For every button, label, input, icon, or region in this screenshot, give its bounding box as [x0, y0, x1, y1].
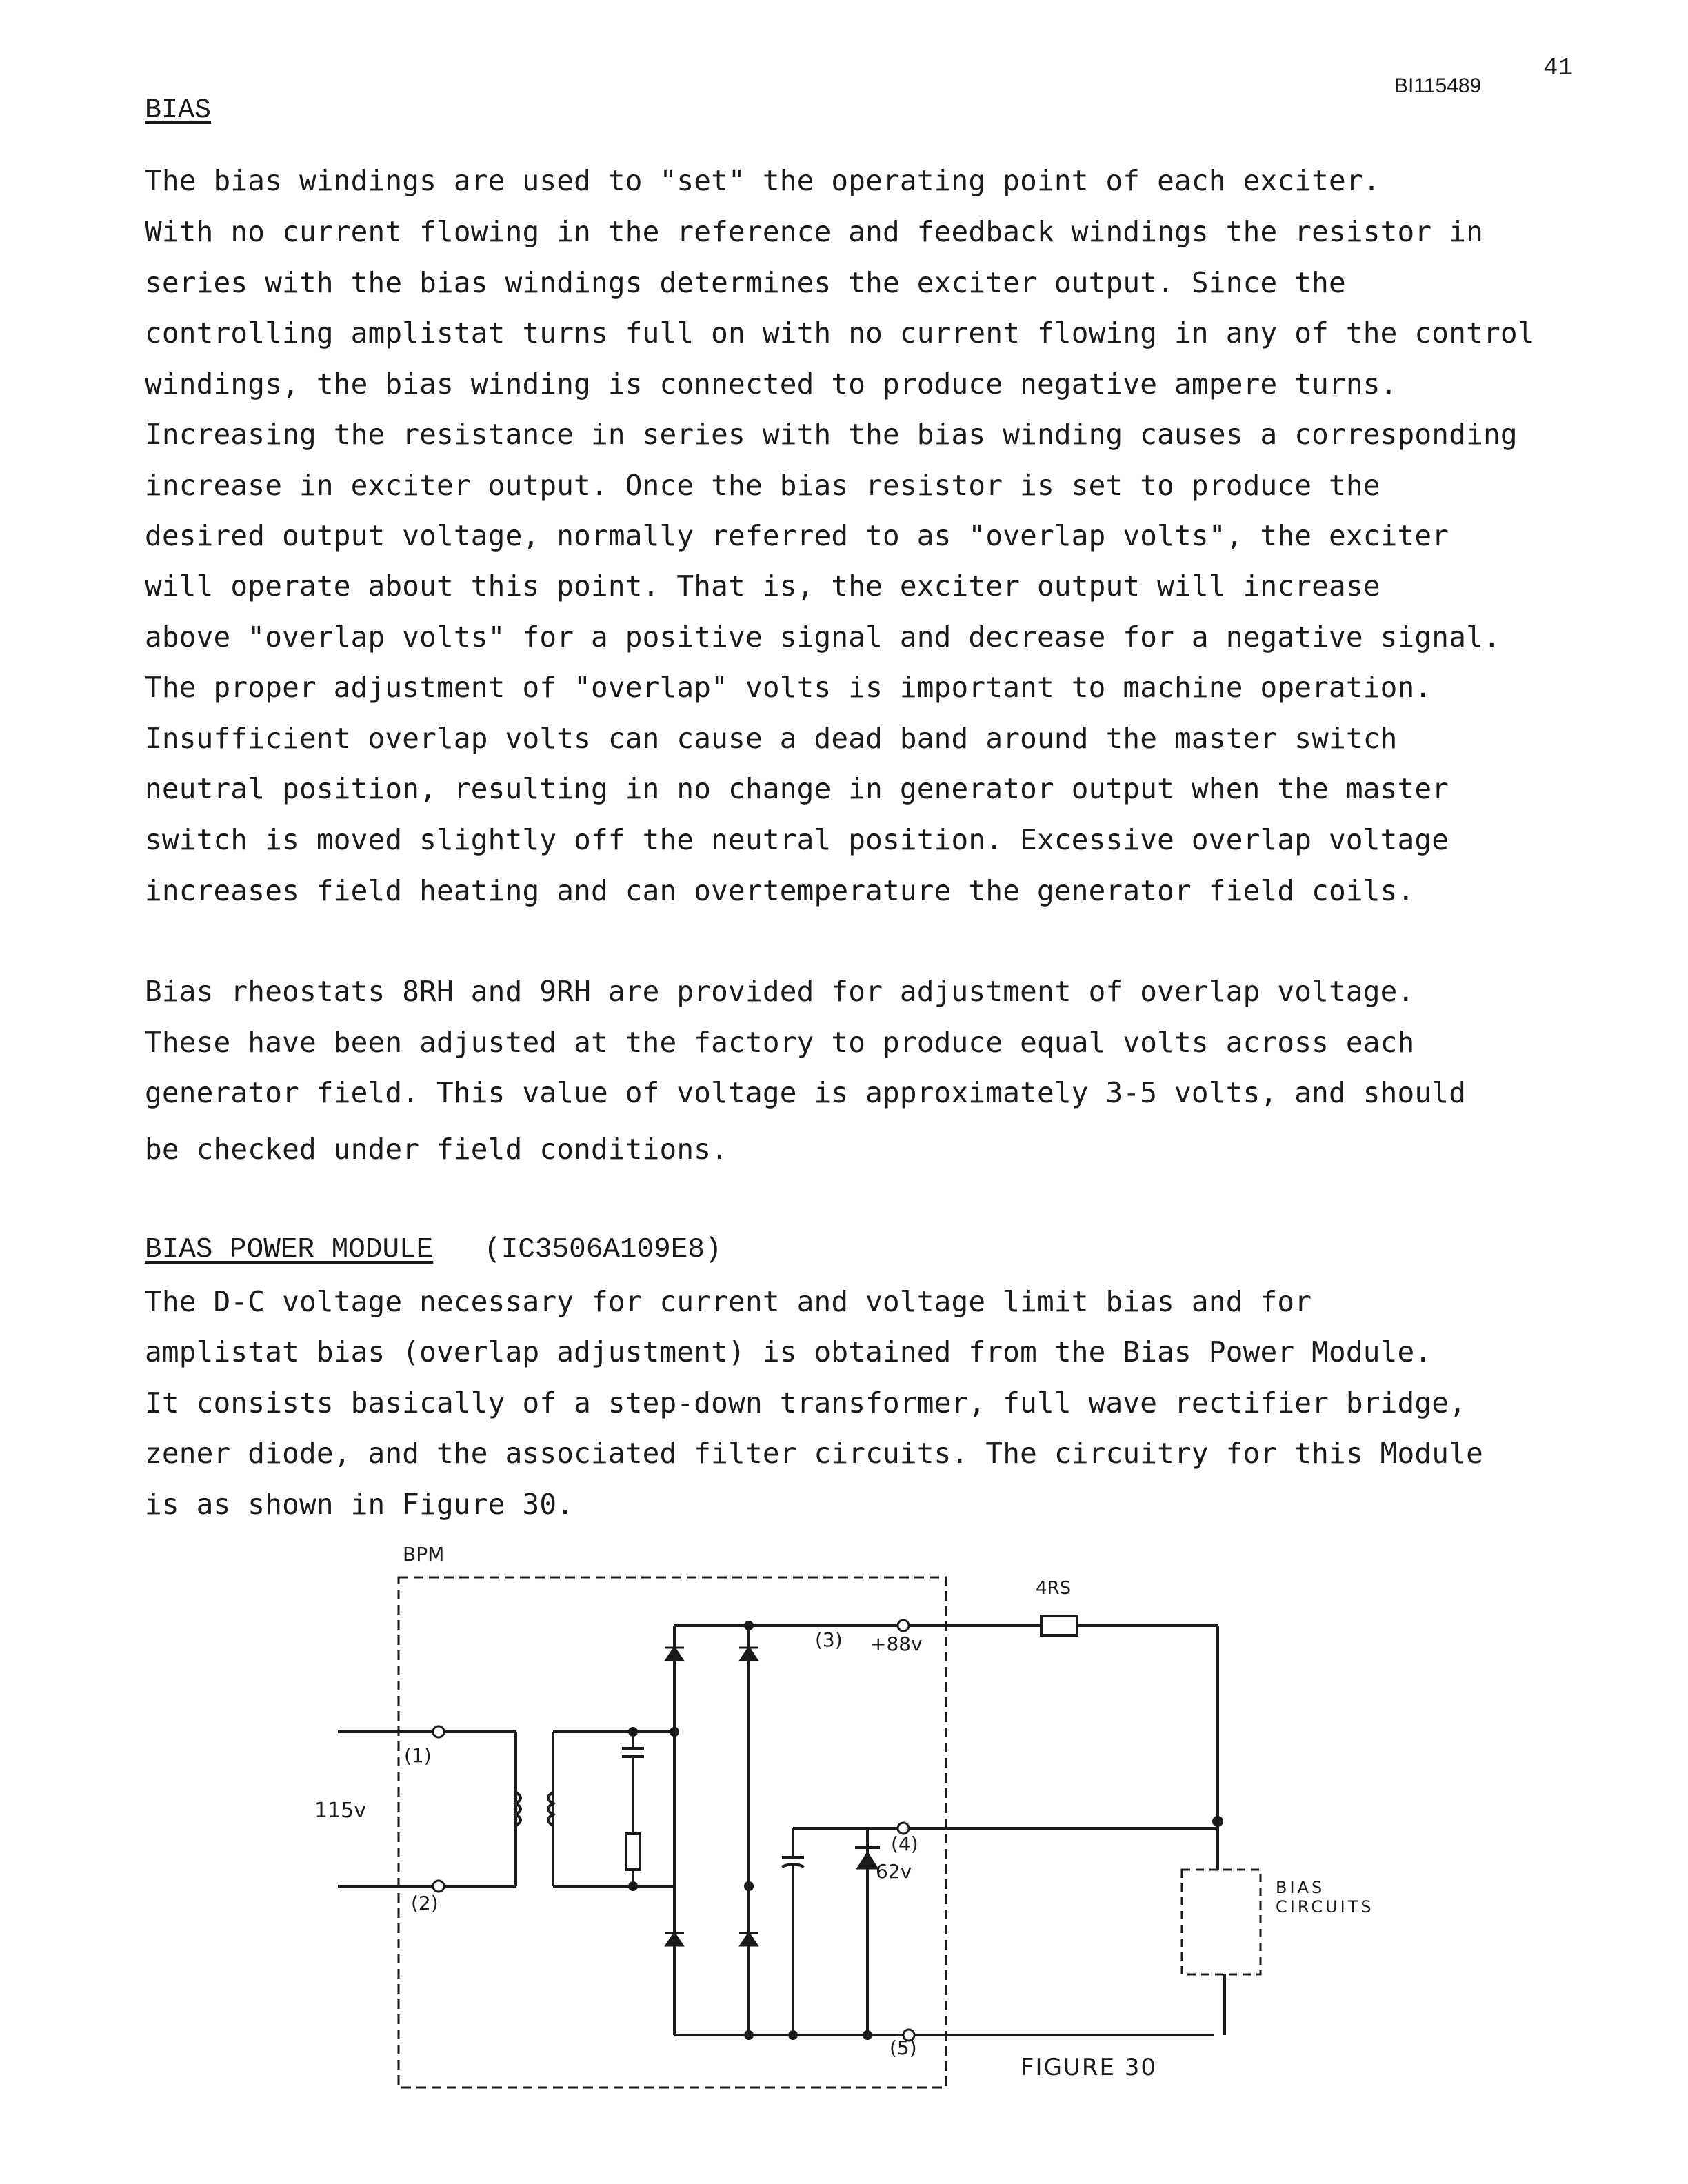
- terminal-1-label: (1): [404, 1744, 432, 1767]
- document-id: BI115489: [1394, 74, 1482, 97]
- paragraph-line: will operate about this point. That is, the exciter output will increase: [145, 569, 1380, 603]
- resistor-4rs-label: 4RS: [1036, 1578, 1072, 1599]
- paragraph-line: The D-C voltage necessary for current and voltage limit bias and for: [145, 1285, 1312, 1318]
- paragraph-line: The bias windings are used to "set" the operating point of each exciter.: [145, 164, 1380, 197]
- paragraph-line: windings, the bias winding is connected to produce negative ampere turns.: [145, 367, 1398, 401]
- terminal-3-label: (3): [815, 1628, 843, 1651]
- input-voltage-label: 115v: [314, 1799, 367, 1823]
- bias-circuits-box: [1182, 1870, 1260, 1974]
- paragraph-line: is as shown in Figure 30.: [145, 1488, 574, 1521]
- paragraph-line: Increasing the resistance in series with the bias winding causes a corresponding: [145, 418, 1518, 451]
- paragraph-line: The proper adjustment of "overlap" volts is important to machine operation.: [145, 671, 1432, 704]
- paragraph-line: controlling amplistat turns full on with no current flowing in any of the control: [145, 316, 1535, 350]
- paragraph-line: Bias rheostats 8RH and 9RH are provided for adjustment of overlap voltage.: [145, 975, 1415, 1008]
- paragraph-line: generator field. This value of voltage is approximately 3-5 volts, and should: [145, 1076, 1467, 1109]
- paragraph-line: zener diode, and the associated filter circuits. The circuitry for this Module: [145, 1437, 1483, 1470]
- bias-circuits-label-2: CIRCUITS: [1276, 1897, 1374, 1917]
- paragraph-line: Insufficient overlap volts can cause a dead band around the master switch: [145, 722, 1398, 755]
- bridge-diode-1: [666, 1648, 683, 1660]
- paragraph-line: be checked under field conditions.: [145, 1133, 729, 1166]
- module-part-number: (IC3506A109E8): [433, 1234, 722, 1266]
- paragraph-line: With no current flowing in the reference and feedback windings the resistor in: [145, 215, 1483, 248]
- bias-circuits-label-1: BIAS: [1276, 1878, 1325, 1897]
- snubber-resistor: [626, 1834, 640, 1870]
- module-heading-text: BIAS POWER MODULE: [145, 1234, 434, 1266]
- terminal-1-node: [433, 1726, 444, 1737]
- resistor-4rs: [1041, 1616, 1077, 1635]
- terminal-3-node: [898, 1620, 909, 1631]
- paragraph-line: increases field heating and can overtemperature the generator field coils.: [145, 874, 1415, 907]
- paragraph-line: desired output voltage, normally referred to as "overlap volts", the exciter: [145, 519, 1449, 552]
- terminal-2-node: [433, 1881, 444, 1892]
- bridge-diode-3: [666, 1933, 683, 1945]
- page-number: 41: [1543, 54, 1574, 82]
- bridge-diode-4: [741, 1933, 757, 1945]
- paragraph-line: above "overlap volts" for a positive signal and decrease for a negative signal.: [145, 620, 1500, 654]
- terminal-5-label: (5): [890, 2036, 917, 2059]
- zener-triangle: [858, 1853, 877, 1868]
- paragraph-line: series with the bias windings determines the exciter output. Since the: [145, 266, 1346, 299]
- voltage-88v-label: +88v: [870, 1632, 923, 1655]
- paragraph-line: It consists basically of a step-down transformer, full wave rectifier bridge,: [145, 1386, 1467, 1419]
- paragraph-line: switch is moved slightly off the neutral position. Excessive overlap voltage: [145, 823, 1449, 856]
- bridge-diode-2: [741, 1648, 757, 1660]
- paragraph-line: These have been adjusted at the factory to produce equal volts across each: [145, 1026, 1415, 1059]
- figure-caption: FIGURE 30: [1021, 2054, 1157, 2081]
- bpm-label: BPM: [403, 1543, 445, 1566]
- zener-voltage-label: 62v: [876, 1860, 912, 1883]
- terminal-4-label: (4): [891, 1832, 918, 1855]
- paragraph-line: neutral position, resulting in no change in generator output when the master: [145, 772, 1449, 805]
- terminal-2-label: (2): [411, 1892, 439, 1914]
- paragraph-line: amplistat bias (overlap adjustment) is obtained from the Bias Power Module.: [145, 1335, 1432, 1368]
- section-heading-bias: BIAS: [145, 95, 212, 126]
- paragraph-line: increase in exciter output. Once the bias resistor is set to produce the: [145, 469, 1380, 502]
